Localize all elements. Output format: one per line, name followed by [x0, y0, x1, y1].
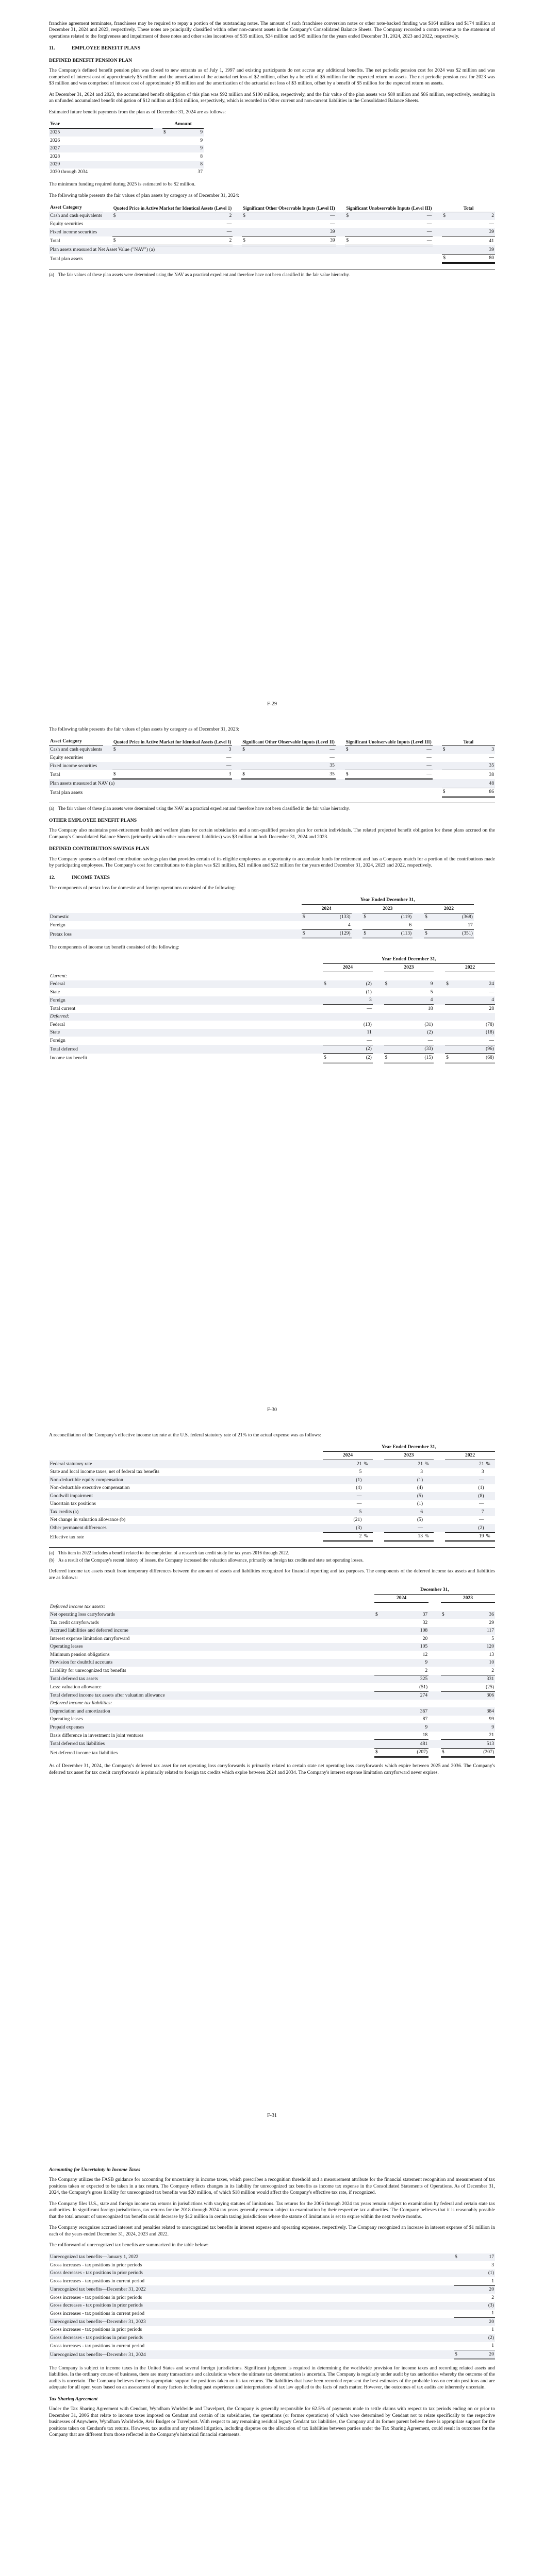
- col-2024: 2024: [323, 1451, 373, 1460]
- table-row-total: Pretax loss $ (129) $ (113) $ (351): [49, 929, 495, 938]
- col-2022: 2022: [424, 905, 474, 913]
- table-row: Tax credit carryforwards 32 29: [50, 1619, 494, 1625]
- table-row: Cash and cash equivalents $ 2 $ — $ — $ 2: [49, 212, 495, 220]
- section-title: INCOME TAXES: [72, 874, 110, 880]
- uncertainty-paragraph-3: The Company recognizes accrued interest and penalties related to unrecognized tax benefits in interest expense and operating expenses, respectively. The Company recognized an increase in interest expense of $1 million in each of the years ended December 31, 2024, 2023 and 2022.: [49, 2225, 495, 2237]
- benefit-payments-table: [49, 120, 204, 176]
- table-row: Non-deductible executive compensation (4) (4) (1): [50, 1485, 484, 1491]
- table-row: Federal (13) (31) (78): [50, 1021, 494, 1027]
- table-row-total: Total $ 2 $ 39 $ — 41: [49, 236, 495, 245]
- section-title: EMPLOYEE BENEFIT PLANS: [72, 45, 141, 52]
- nol-paragraph: As of December 31, 2024, the Company's deferred tax asset for net operating loss carryforwards is primarily related to certain state net operating loss carryforwards which expire between 2025 and 2036. The Company's deferred tax asset for tax credit carryforwards is primarily related to foreign tax credits which expire between 2024 and 2034. The Company's interest expense limitation carryforward never expires.: [49, 1763, 495, 1775]
- table-row: Plan assets measured at NAV (a) 48: [49, 779, 495, 788]
- page-content: [49, 726, 495, 1069]
- table-row-subtotal: Total deferred (2) (33) (96): [49, 1045, 495, 1053]
- table-row: Federal $ (2) $ 9 $ 24: [49, 980, 495, 988]
- fair-value-intro: The following table presents the fair values of plan assets by category as of December 31, 2023:: [49, 726, 239, 732]
- table-row-total: Income tax benefit $ (2) $ (15) $ (68): [49, 1054, 495, 1062]
- col-year: Year: [49, 120, 153, 128]
- table-row: Basis difference in investment in joint ventures 18 21: [50, 1732, 494, 1738]
- page-number: F-30: [267, 1407, 277, 1413]
- footnotes: [49, 1547, 495, 1563]
- table-row: Gross increases - tax positions in prior periods 2: [50, 2294, 494, 2300]
- table-row: Operating leases 105 120: [49, 1643, 495, 1651]
- table-row-total: Effective tax rate 2 % 13 % 19 %: [49, 1532, 495, 1541]
- col-level3: Significant Unobservable Inputs (Level III): [345, 737, 433, 745]
- uncertainty-paragraph-1: The Company utilizes the FASB guidance for accounting for uncertainty in income taxes, which prescribes a recognition threshold and a measurement attribute for the financial statement recognition and measurement of tax positions taken or expected to be taken in a tax return. The Company reflects changes in its liability for unrecognized tax benefits as income tax expense in the Consolidated Statements of Operations. As of December 31, 2024, the Company's gross liability for unrecognized tax benefits was $20 million, of which $18 million would affect the Company's effective tax rate, if recognized.: [49, 2177, 495, 2196]
- table-row-total: Net deferred income tax liabilities $ (207) $ (207): [49, 1748, 495, 1757]
- table-row: Interest expense limitation carryforward 20 5: [50, 1635, 494, 1641]
- savings-plan-paragraph: The Company sponsors a defined contribution savings plan that provides certain of its eligible employees an opportunity to accumulate funds for retirement and has a Company match for a portion of the contributions made by participating employees. The Company's cost for contributions to this plan was $21 million, $21 million and $22 million for the years ended December 31, 2024, 2023 and 2022, respectively.: [49, 856, 495, 869]
- subheading-uncertainty: Accounting for Uncertainty in Income Taxes: [49, 2167, 140, 2173]
- table-row: State 11 (2) (18): [49, 1029, 495, 1037]
- page-content: [49, 21, 495, 283]
- table-row: Operating leases 87 99: [50, 1716, 494, 1722]
- funding-paragraph: The minimum funding required during 2025 is estimated to be $2 million.: [49, 181, 196, 188]
- col-2024: 2024: [302, 905, 352, 913]
- col-2024: 2024: [323, 963, 373, 972]
- fair-value-table-2024: [49, 204, 495, 264]
- table-row: Gross increases - tax positions in prior periods 1: [50, 2327, 494, 2333]
- subheading-defined-benefit: DEFINED BENEFIT PENSION PLAN: [49, 57, 133, 63]
- table-row: Other permanent differences (3) — (2): [49, 1524, 495, 1532]
- group-header: Year Ended December 31,: [323, 956, 495, 964]
- intro-paragraph: franchise agreement terminates, franchisees may be required to repay a portion of the outstanding notes. The amount of such franchisee conversion notes or other note-backed funding was $164 million and $174 million at December 31, 2024 and 2023, respectively. These notes are principally classified within other non-current assets in the Company's Consolidated Balance Sheets. The Company recorded a contra revenue to the statement of operations related to the forgiveness and impairment of these notes and other sales incentives of $35 million, $34 million and $45 million for the years ended December 31, 2024, 2023 and 2022, respectively.: [49, 21, 495, 39]
- col-2022: 2022: [445, 963, 495, 972]
- group-header: Year Ended December 31,: [302, 896, 474, 905]
- footnote: (b) As a result of the Company's recent history of losses, the Company increased the valuation allowance, primarily on foreign tax credits and state net operating losses.: [49, 1557, 364, 1563]
- table-row: Plan assets measured at Net Asset Value ("NAV") (a) 39: [49, 245, 495, 254]
- fair-value-table-2023: [49, 737, 495, 798]
- table-row: 2027 9: [49, 145, 204, 152]
- page-number: F-31: [267, 2113, 277, 2119]
- table-row: State (1) 5 —: [50, 989, 494, 995]
- table-row: Less: valuation allowance (51) (25): [50, 1684, 494, 1690]
- table-row: Prepaid expenses 9 9: [49, 1723, 495, 1731]
- table-row: 2029 8: [49, 161, 204, 168]
- table-row: Current:: [50, 973, 68, 979]
- table-row: Uncertain tax positions — (1) —: [50, 1501, 484, 1507]
- table-row: Deferred income tax assets:: [50, 1603, 106, 1609]
- col-total: Total: [442, 737, 495, 745]
- footnote: (a) The fair values of these plan assets were determined using the NAV as a practical expedient and therefore have not been classified in the fair value hierarchy.: [49, 269, 495, 278]
- table-row: 2030 through 2034 37: [50, 169, 203, 175]
- table-row: Gross increases - tax positions in prior periods 3: [50, 2262, 494, 2268]
- col-level2: Significant Other Observable Inputs (Level II): [241, 737, 336, 745]
- col-2023: 2023: [362, 905, 413, 913]
- tax-sharing-paragraph: Under the Tax Sharing Agreement with Cendant, Wyndham Worldwide and Travelport, the Company is generally responsible for 62.5% of payments made to settle claims with respect to tax periods ending on or prior to December 31, 2006 that relate to income taxes imposed on Cendant and certain of its subsidiaries, the operations (or former operations) of which were determined by Cendant not to relate specifically to the respective businesses of Anywhere, Wyndham Worldwide, Avis Budget or Travelport. With respect to any remaining residual legacy Cendant tax liabilities, the Company and its former parent believe there is appropriate support for the positions taken on Cendant's tax returns. However, tax audits and any related litigation, including disputes on the allocation of tax liabilities between parties under the Tax Sharing Agreement, could result in outcomes for the Company that are different from those reflected in the Company's historical financial statements.: [49, 2406, 495, 2437]
- table-row: Tax credits (a) 5 6 7: [49, 1508, 495, 1516]
- table-row: Gross increases - tax positions in current period 1: [50, 2343, 494, 2349]
- benefit-payments-intro: Estimated future benefit payments from the plan as of December 31, 2024 are as follows:: [49, 109, 226, 115]
- deferred-tax-table: [49, 1586, 495, 1758]
- table-row-subtotal: Total deferred tax liabilities 481 513: [49, 1740, 495, 1748]
- tax-rate-reconciliation-table: [49, 1443, 495, 1542]
- table-row: Gross decreases - tax positions in prior periods (2): [49, 2334, 495, 2342]
- table-row: Equity securities — — — —: [50, 754, 494, 760]
- col-level1: Quoted Price in Active Market for Identical Assets (Level I): [112, 737, 233, 745]
- footnote: (a) The fair values of these plan assets were determined using the NAV as a practical expedient and therefore have not been classified in the fair value hierarchy.: [49, 803, 495, 812]
- subheading-savings-plan: DEFINED CONTRIBUTION SAVINGS PLAN: [49, 846, 150, 852]
- table-row: Unrecognized tax benefits—December 31, 2024 $ 20: [49, 2350, 495, 2359]
- table-row: 2026 9: [50, 137, 203, 143]
- table-row: Unrecognized tax benefits—December 31, 2023 20: [49, 2318, 495, 2326]
- table-row: Goodwill impairment — (5) (8): [49, 1492, 495, 1500]
- table-row: Fixed income securities — 35 — 35: [49, 762, 495, 770]
- tax-benefit-intro: The components of income tax benefit consisted of the following:: [49, 944, 179, 951]
- col-2023: 2023: [384, 1451, 434, 1460]
- table-row: Unrecognized tax benefits—December 31, 2022 20: [49, 2285, 495, 2294]
- section-heading: [49, 875, 495, 881]
- table-row: State and local income taxes, net of federal tax benefits 5 3 3: [50, 1469, 484, 1475]
- col-total: Total: [442, 204, 495, 212]
- footnote: (a) This item in 2022 includes a benefit related to the completion of a research tax credit study for tax years 2016 through 2022.: [49, 1550, 289, 1556]
- page-content: [49, 1432, 495, 1781]
- table-row: Liability for unrecognized tax benefits 2 2: [50, 1667, 494, 1674]
- table-row: Foreign 3 4 4: [49, 996, 495, 1005]
- subheading-tax-sharing: Tax Sharing Agreement: [49, 2396, 98, 2402]
- tax-benefit-table: [49, 956, 495, 1063]
- col-2023: 2023: [384, 963, 434, 972]
- table-row: Foreign — — —: [50, 1037, 494, 1044]
- table-row-subtotal: Total deferred income tax assets after valuation allowance 274 306: [49, 1691, 495, 1700]
- table-row: Foreign 4 6 17: [50, 922, 473, 928]
- subheading-other-benefit: OTHER EMPLOYEE BENEFIT PLANS: [49, 817, 137, 823]
- table-row: Minimum pension obligations 12 13: [50, 1651, 494, 1657]
- table-row: Deferred income tax liabilities:: [50, 1700, 112, 1706]
- col-asset-category: Asset Category: [49, 204, 103, 212]
- table-row-subtotal: Total current — 18 28: [49, 1005, 495, 1013]
- table-row: Cash and cash equivalents $ 3 $ — $ — $ 3: [49, 745, 495, 754]
- table-row: Federal statutory rate 21 % 21 % 21 %: [49, 1460, 495, 1468]
- table-row: Unrecognized tax benefits—January 1, 2022 $ 17: [49, 2253, 495, 2261]
- table-row: Fixed income securities — 39 — 39: [49, 228, 495, 236]
- page-number: F-29: [267, 701, 277, 707]
- group-header: December 31,: [374, 1586, 495, 1594]
- table-row-subtotal: Total deferred tax assets 325 331: [49, 1675, 495, 1683]
- col-amount: Amount: [162, 120, 204, 128]
- obligation-paragraph: At December 31, 2024 and 2023, the accumulated benefit obligation of this plan was $92 million and $100 million, respectively, and the fair value of the plan assets was $80 million and $86 million, respectively, resulting in an unfunded accumulated benefit obligation of $12 million and $14 million, respectively, which is recorded in Other current and non-current liabilities in the Consolidated Balance Sheets.: [49, 91, 495, 104]
- deferred-intro: Deferred income tax assets result from temporary differences between the amount of assets and liabilities recognized for financial reporting and tax purposes. The components of the deferred income tax assets and liabilities are as follows:: [49, 1568, 495, 1581]
- table-row: Gross decreases - tax positions in prior periods (3): [49, 2302, 495, 2310]
- section-number: 11.: [49, 45, 55, 52]
- pretax-loss-table: [49, 896, 495, 939]
- group-header: Year Ended December 31,: [323, 1443, 495, 1451]
- table-row: Accrued liabilities and deferred income 108 117: [49, 1627, 495, 1635]
- table-row: Gross increases - tax positions in current period 1: [50, 2278, 494, 2284]
- col-2022: 2022: [445, 1451, 495, 1460]
- other-benefit-paragraph: The Company also maintains post-retirement health and welfare plans for certain subsidiaries and a non-qualified pension plan for certain individuals. The related projected benefit obligation for these plans accrued on the Company's Consolidated Balance Sheets (primarily within other non-current liabilities) was $3 million at both December 31, 2024 and 2023.: [49, 827, 495, 840]
- col-level3: Significant Unobservable Inputs (Level III): [345, 204, 433, 212]
- table-row: Domestic $ (133) $ (119) $ (368): [49, 913, 495, 921]
- section-number: 12.: [49, 874, 55, 880]
- table-row: Equity securities — — — —: [50, 221, 494, 227]
- table-row: Gross increases - tax positions in current period 1: [50, 2310, 494, 2316]
- table-row: Depreciation and amortization 367 384: [49, 1707, 495, 1715]
- col-level1: Quoted Price in Active Market for Identical Assets (Level 1): [112, 204, 233, 212]
- uncertainty-paragraph-4: The Company is subject to income taxes in the United States and several foreign jurisdictions. Significant judgment is required in determining the worldwide provision for income taxes and recording related assets and liabilities. In the ordinary course of business, there are many transactions and calculations where the ultimate tax determination is uncertain. The Company is regularly under audit by tax authorities whereby the outcome of the audits is uncertain. The Company believes there is appropriate support for positions taken on its tax returns. The liabilities that have been recorded represent the best estimates of the probable loss on certain positions and are adequate for all open years based on an assessment of many factors including past experience and interpretations of tax law applied to the facts of each matter. However, the outcomes of tax audits are inherently uncertain.: [49, 2365, 495, 2391]
- col-2023: 2023: [441, 1594, 495, 1602]
- table-row-total: Total plan assets $ 80: [49, 254, 495, 263]
- table-row: 2025 $ 9: [49, 128, 204, 137]
- col-asset-category: Asset Category: [49, 737, 103, 745]
- table-row: Gross decreases - tax positions in prior periods (1): [49, 2269, 495, 2277]
- section-heading: [49, 45, 495, 52]
- fair-value-intro: The following table presents the fair values of plan assets by category as of December 31, 2024:: [49, 192, 239, 198]
- table-row: Deferred:: [49, 1013, 495, 1021]
- col-2024: 2024: [374, 1594, 428, 1602]
- rollforward-intro: The rollforward of unrecognized tax benefits are summarized in the table below:: [49, 2242, 209, 2248]
- table-row-total: Total $ 3 $ 35 $ — 38: [49, 770, 495, 779]
- pension-paragraph: The Company's defined benefit pension plan was closed to new entrants as of July 1, 1997 and existing participants do not accrue any additional benefits. The net periodic pension cost for 2024 was $2 million and was comprised of interest cost of approximately $5 million and the amortization of the actuarial net loss of $2 million, offset by a benefit of $5 million for the expected return on assets. The net periodic pension cost for 2023 was $3 million and was comprised of interest cost of approximately $5 million and the amortization of the actuarial net loss of $3 million, offset by a benefit of $5 million for the expected return on assets.: [49, 67, 495, 87]
- page-content: [49, 2138, 495, 2443]
- table-row: Net change in valuation allowance (b) (21) (5) —: [50, 1517, 484, 1523]
- table-row: 2028 8: [50, 153, 203, 159]
- rollforward-table: [49, 2253, 495, 2360]
- table-row: Net operating loss carryforwards $ 37 $ 36: [49, 1611, 495, 1619]
- uncertainty-paragraph-2: The Company files U.S., state and foreign income tax returns in jurisdictions with varying statutes of limitations. Tax returns for the 2006 through 2024 tax years remain subject to examination by federal and certain state tax authorities. In significant foreign jurisdictions, tax returns for the 2018 through 2024 tax years generally remain subject to examination by their respective tax authorities. The Company believes that it is reasonably possible that the total amount of unrecognized tax benefits could decrease by $12 million in certain taxing jurisdictions where the statute of limitations is set to expire within the next twelve months.: [49, 2200, 495, 2219]
- col-level2: Significant Other Observable Inputs (Level II): [242, 204, 336, 212]
- pretax-intro: The components of pretax loss for domestic and foreign operations consisted of the following:: [49, 885, 236, 891]
- reconciliation-intro: A reconciliation of the Company's effective income tax rate at the U.S. federal statutory rate of 21% to the actual expense was as follows:: [49, 1432, 321, 1438]
- table-row: Provision for doubtful accounts 9 10: [49, 1659, 495, 1667]
- table-row-total: Total plan assets $ 86: [49, 788, 495, 796]
- table-row: Non-deductible equity compensation (1) (1) —: [49, 1476, 495, 1484]
